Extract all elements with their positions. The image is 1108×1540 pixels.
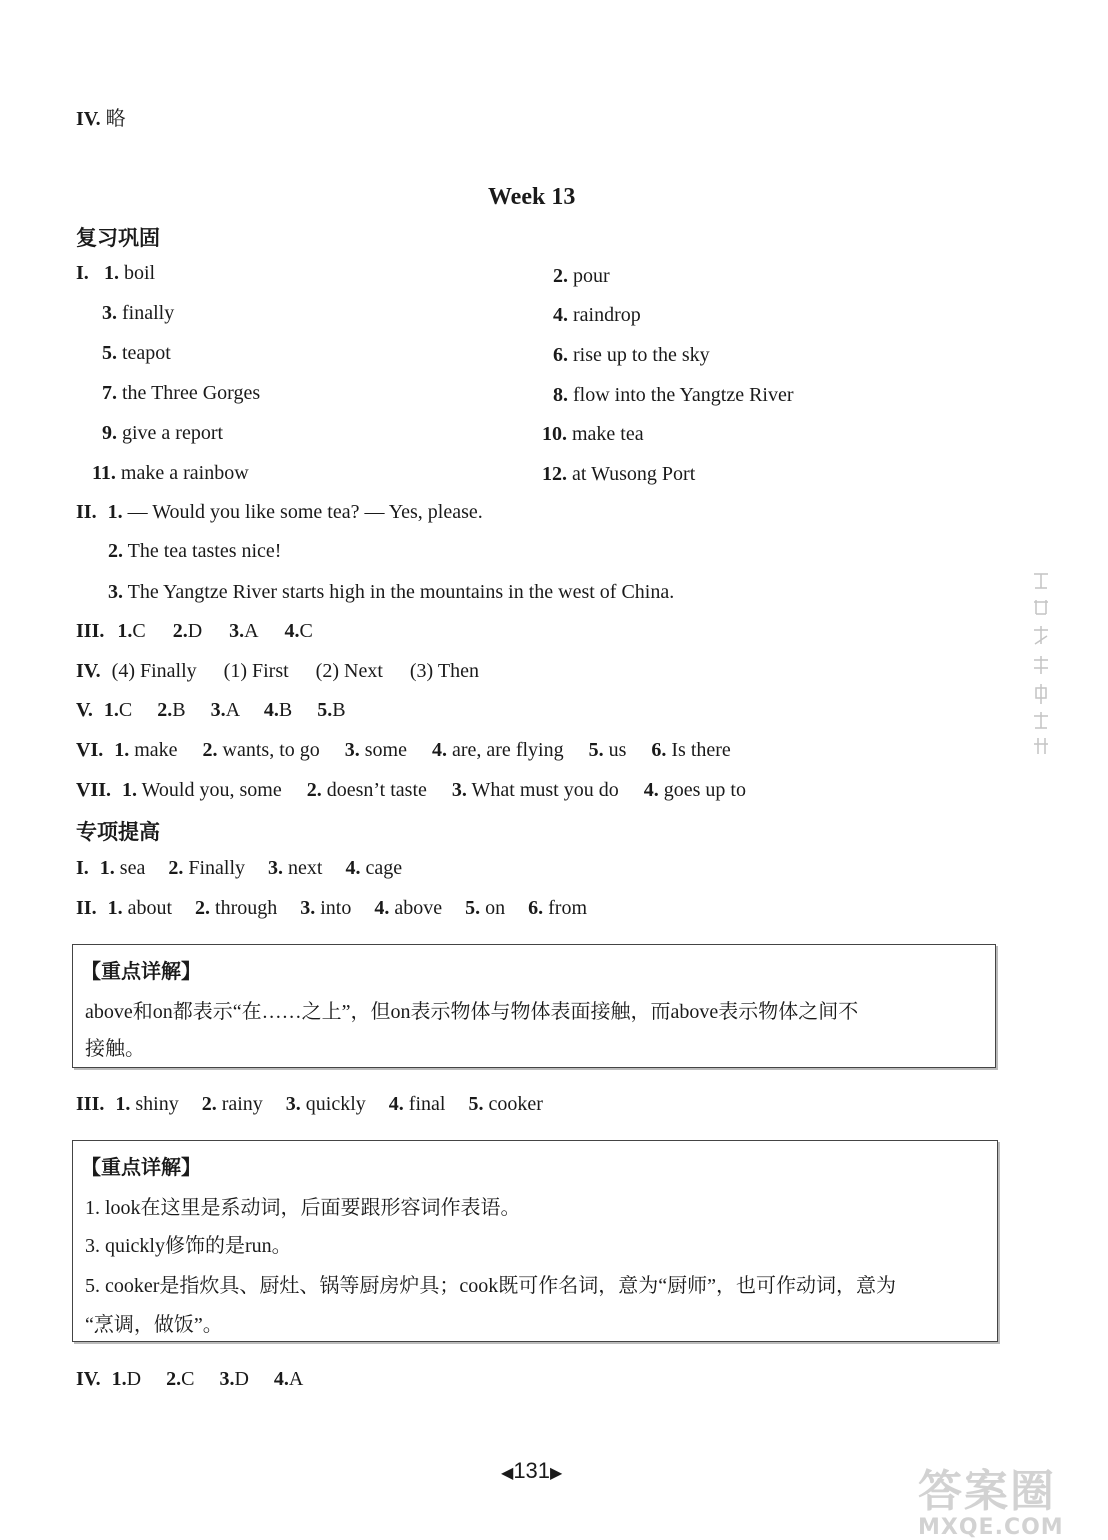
note-box-2-heading: 【重点详解】 bbox=[81, 1157, 201, 1179]
answer-item: 1. boil bbox=[104, 262, 156, 284]
arrow-left-icon: ◀ bbox=[501, 1465, 514, 1482]
margin-marks-icon bbox=[1030, 570, 1052, 760]
answer-item: 12. at Wusong Port bbox=[542, 463, 696, 485]
answer-item: 5. teapot bbox=[102, 342, 171, 364]
watermark-url: MXQE.COM bbox=[918, 1515, 1064, 1540]
watermark bbox=[918, 1455, 1098, 1540]
answer-item: 11. make a rainbow bbox=[92, 462, 249, 484]
note-box-2-line-4: “烹调，做饭”。 bbox=[85, 1314, 223, 1336]
improve-i-row: I. 1. sea 2. Finally 3. next 4. cage bbox=[76, 857, 403, 879]
note-box-2 bbox=[72, 1140, 998, 1342]
review-vii-row: VII. 1. Would you, some 2. doesn’t taste 3. What must you do 4. goes up to bbox=[76, 779, 746, 801]
answer-item: 10. make tea bbox=[542, 423, 644, 445]
margin-decoration bbox=[1030, 570, 1052, 760]
improve-iv-row: IV. 1.D 2.C 3.D 4.A bbox=[76, 1368, 304, 1390]
note-box-1-line-2: 接触。 bbox=[85, 1038, 145, 1060]
review-iii-row: III. 1.C 2.D 3.A 4.C bbox=[76, 620, 313, 642]
answer-item: 6. rise up to the sky bbox=[553, 344, 710, 366]
note-box-2-line-1: 1. look在这里是系动词，后面要跟形容词作表语。 bbox=[85, 1197, 521, 1219]
review-iv-row: IV. (4) Finally (1) First (2) Next (3) Then bbox=[76, 660, 479, 682]
note-box-1-line-1: above和on都表示“在……之上”，但on表示物体与物体表面接触，而above表示物体之间不 bbox=[85, 1001, 859, 1023]
review-i-label: I. bbox=[76, 262, 89, 284]
note-box-2-line-3: 5. cooker是指炊具、厨灶、锅等厨房炉具；cook既可作名词，意为“厨师”，也可作动词，意为 bbox=[85, 1275, 897, 1297]
page-number: ◀131▶ bbox=[501, 1458, 563, 1483]
review-ii-row-2: 2. The tea tastes nice! bbox=[108, 540, 282, 562]
review-ii-row-3: 3. The Yangtze River starts high in the mountains in the west of China. bbox=[108, 581, 675, 603]
review-vi-row: VI. 1. make 2. wants, to go 3. some 4. are, are flying 5. us 6. Is there bbox=[76, 739, 731, 761]
note-box-1-heading: 【重点详解】 bbox=[81, 961, 201, 983]
answer-item: 7. the Three Gorges bbox=[102, 382, 261, 404]
note-box-2-line-2: 3. quickly修饰的是run。 bbox=[85, 1235, 292, 1257]
answer-item: 2. pour bbox=[553, 265, 610, 287]
review-ii-row-1: II. 1. — Would you like some tea? — Yes, please. bbox=[76, 501, 483, 523]
top-item: IV. 略 bbox=[76, 108, 126, 130]
improve-iii-row: III. 1. shiny 2. rainy 3. quickly 4. final 5. cooker bbox=[76, 1093, 543, 1115]
review-v-row: V. 1.C 2.B 3.A 4.B 5.B bbox=[76, 699, 346, 721]
answer-item: 3. finally bbox=[102, 302, 175, 324]
note-box-1 bbox=[72, 944, 996, 1068]
watermark-logo: 答案圈 bbox=[918, 1466, 1056, 1517]
section-review-heading: 复习巩固 bbox=[76, 226, 160, 250]
section-improve-heading: 专项提高 bbox=[76, 820, 160, 844]
answer-item: 9. give a report bbox=[102, 422, 224, 444]
improve-ii-row: II. 1. about 2. through 3. into 4. above 5. on 6. from bbox=[76, 897, 588, 919]
arrow-right-icon: ▶ bbox=[550, 1465, 563, 1482]
answer-item: 8. flow into the Yangtze River bbox=[553, 384, 794, 406]
answer-item: 4. raindrop bbox=[553, 304, 641, 326]
page-title: Week 13 bbox=[488, 184, 576, 210]
